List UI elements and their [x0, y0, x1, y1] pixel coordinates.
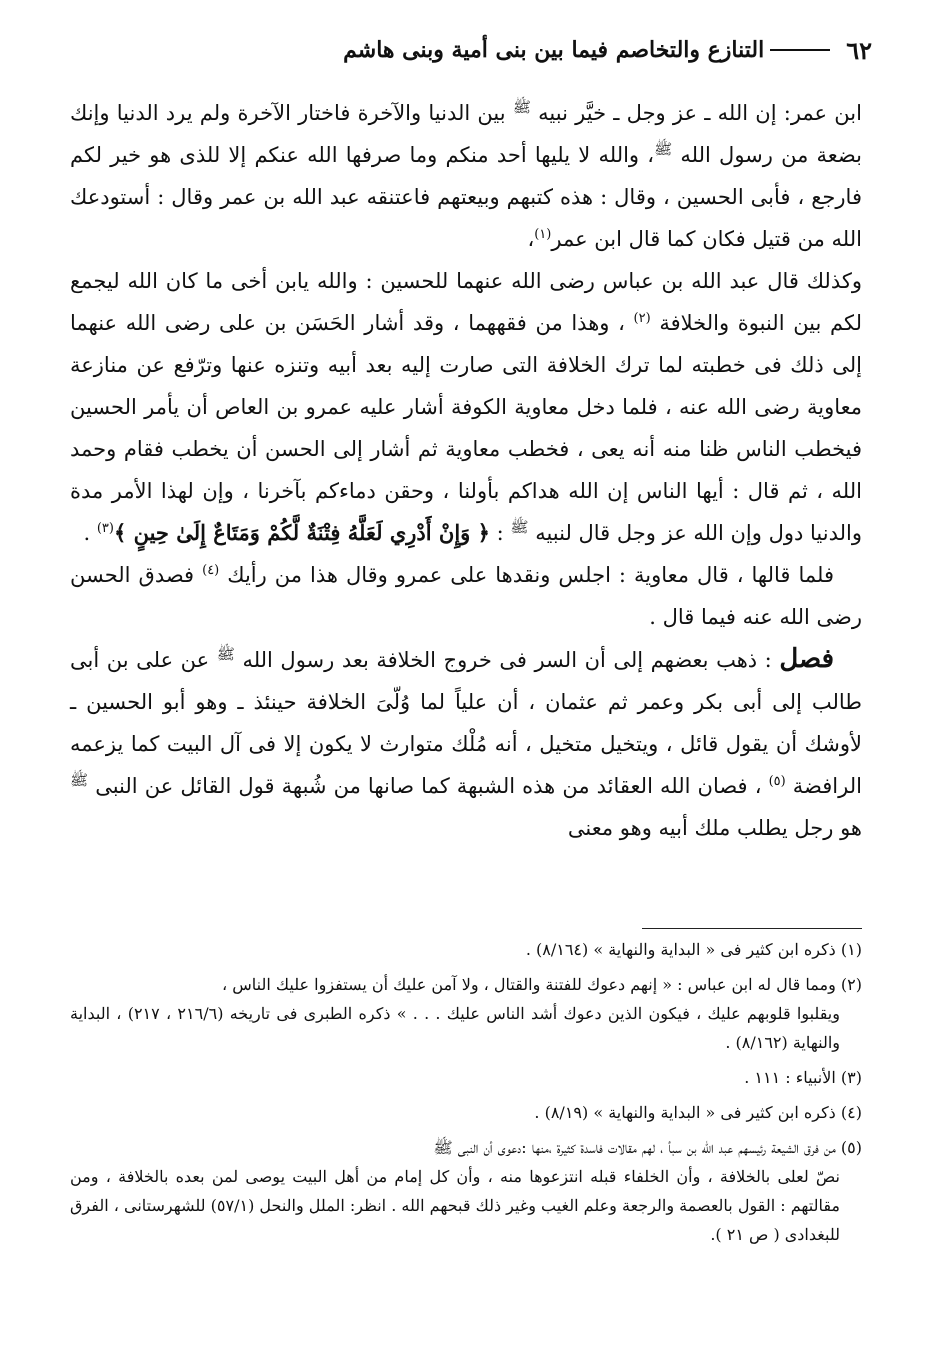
- footnote-continuation: نصّ لعلى بالخلافة ، وأن الخلفاء قبله انتزعوها منه ، وأن كل إمام من أهل البيت يوصى لمن بعده بالخلافة ، ومن مقالتهم : القول بالعصمة والرجعة وعلم الغيب وغير ذلك قبحهم الله . انظر: الملل والنحل (٥٧/١) للشهرستانى ، الفرق للبغدادى ( ص ٢١ ).: [70, 1167, 840, 1244]
- running-title: التنازع والتخاصم فيما بين بنى أمية وبنى هاشم: [343, 37, 765, 63]
- section-label: فصل: [779, 644, 834, 674]
- salawat-glyph: ﷺ: [654, 140, 673, 158]
- footnote-number: (١): [840, 940, 862, 959]
- salawat-glyph: ﷺ: [216, 645, 235, 663]
- text-span: فلما قالها ، قال معاوية : اجلس ونقدها على عمرو وقال هذا من رأيك: [227, 563, 834, 587]
- footnote-text: ذكره ابن كثير فى « البداية والنهاية » (٨/١٦٤) .: [525, 940, 836, 959]
- salawat-glyph: ﷺ: [510, 518, 529, 536]
- footnote-number: (٤): [840, 1103, 862, 1122]
- salawat-glyph: ﷺ: [512, 98, 531, 116]
- text-span: ، والله لا يليها أحد منكم وما صرفها الله عنكم إلا للذى هو خير لكم فارجع ، فأبى الحسين ، وقال : هذه كتبهم وبيعتهم فاعتنقه عبد الله بن عمر وقال : أستودعك الله من قتيل فكان كما قال ابن عمر: [70, 143, 862, 251]
- paragraph-2: [70, 260, 862, 554]
- footnote-text: من فرق الشيعة رئيسهم عبد الله بن سبأ ، لهم مقالات فاسدة كثيرة ،منها :دعوى أن النبى ﷺ: [433, 1138, 836, 1157]
- footnote-5: [70, 1133, 862, 1249]
- text-span: هو رجل يطلب ملك أبيه وهو معنى: [567, 816, 862, 840]
- footnote-text: ومما قال له ابن عباس : « إنهم دعوك للفتنة والقتال ، ولا آمن عليك أن يستفزوا عليك الناس ،: [222, 975, 836, 994]
- footnote-ref-3: (٣): [96, 521, 114, 536]
- text-span: وكذلك قال عبد الله بن عباس رضى الله عنهما للحسين : والله يابن أخى ما كان الله ليجمع لكم بين النبوة والخلافة: [70, 269, 862, 335]
- footnote-number: (٣): [840, 1068, 862, 1087]
- main-text: [70, 92, 862, 849]
- paragraph-4: [70, 638, 862, 849]
- text-span: ،: [527, 227, 535, 251]
- footnote-text: الأنبياء : ١١١ .: [744, 1068, 836, 1087]
- paragraph-1: [70, 92, 862, 260]
- text-span: :: [496, 521, 504, 545]
- footnote-3: [70, 1063, 862, 1092]
- footnotes: [70, 935, 862, 1255]
- footnote-2: [70, 970, 862, 1057]
- text-span: ابن عمر: إن الله ـ عز وجل ـ خيَّر نبيه: [538, 101, 862, 125]
- quran-verse: ﴿ وَإِنْ أَدْرِي لَعَلَّهُ فِتْنَةٌ لَّكُمْ وَمَتَاعٌ إِلَىٰ حِينٍ ﴾: [113, 520, 490, 545]
- footnote-continuation: ويقلبوا قلوبهم عليك ، فيكون الذين دعوك أشد الناس عليك . . . » ذكره الطبرى فى تاريخه (٢١٦/٦ ، ٢١٧) ، البداية والنهاية (٨/١٦٢) .: [70, 1004, 840, 1052]
- text-span: : ذهب بعضهم إلى أن السر فى خروج الخلافة بعد رسول الله: [242, 648, 772, 672]
- footnote-ref-1: (١): [534, 227, 552, 242]
- footnote-1: [70, 935, 862, 964]
- text-span: فصدق الحسن رضى الله عنه فيما قال .: [70, 563, 862, 629]
- footnote-ref-4: (٤): [202, 563, 220, 578]
- page-header: [100, 30, 872, 70]
- paragraph-3: [70, 554, 862, 638]
- footnote-separator: [642, 928, 862, 929]
- footnote-ref-2: (٢): [633, 311, 651, 326]
- footnote-text: ذكره ابن كثير فى « البداية والنهاية » (٨/١٩) .: [534, 1103, 836, 1122]
- footnote-number: (٥): [840, 1138, 862, 1157]
- text-span: عن على بن أبى طالب إلى أبى بكر وعمر ثم عثمان ، أن علياً لما وُلّىَ الخلافة حينئذ ـ وهو أبو الحسين ـ لأوشك أن يقول قائل ، ويتخيل متخيل ، أنه مُلْك متوارث لا يكون إلا فى آل البيت كما يزعمه الرافضة: [70, 648, 862, 798]
- text-span: بين الدنيا والآخرة فاختار الآخرة ولم يرد الدنيا وإنك بضعة من رسول الله: [70, 101, 862, 167]
- footnote-4: [70, 1098, 862, 1127]
- text-span: ، فصان الله العقائد من هذه الشبهة كما صانها من شُبهة قول القائل عن النبى: [95, 774, 762, 798]
- page-number: ٦٢: [846, 35, 872, 65]
- text-span: .: [83, 521, 91, 545]
- text-span: ، وهذا من فقههما ، وقد أشار الحَسَن بن على رضى الله عنهما إلى ذلك فى خطبته لما ترك الخلافة التى صارت إليه بعد أبيه وتنزه عنها وترّفع عن منازعة معاوية رضى الله عنه ، فلما دخل معاوية الكوفة أشار عليه عمرو بن العاص أن يأمر الحسين فيخطب الناس ظنا منه أنه يعى ، فخطب معاوية ثم أشار إلى الحسن أن يخطب فقام وحمد الله ، ثم قال : أيها الناس إن الله هداكم بأولنا ، وحقن دماءكم بآخرنا ، وإن لهذا الأمر مدة والدنيا دول وإن الله عز وجل قال لنبيه: [70, 311, 862, 545]
- salawat-glyph: ﷺ: [70, 771, 89, 789]
- footnote-ref-5: (٥): [768, 774, 786, 789]
- header-rule: [770, 49, 830, 51]
- footnote-number: (٢): [840, 975, 862, 994]
